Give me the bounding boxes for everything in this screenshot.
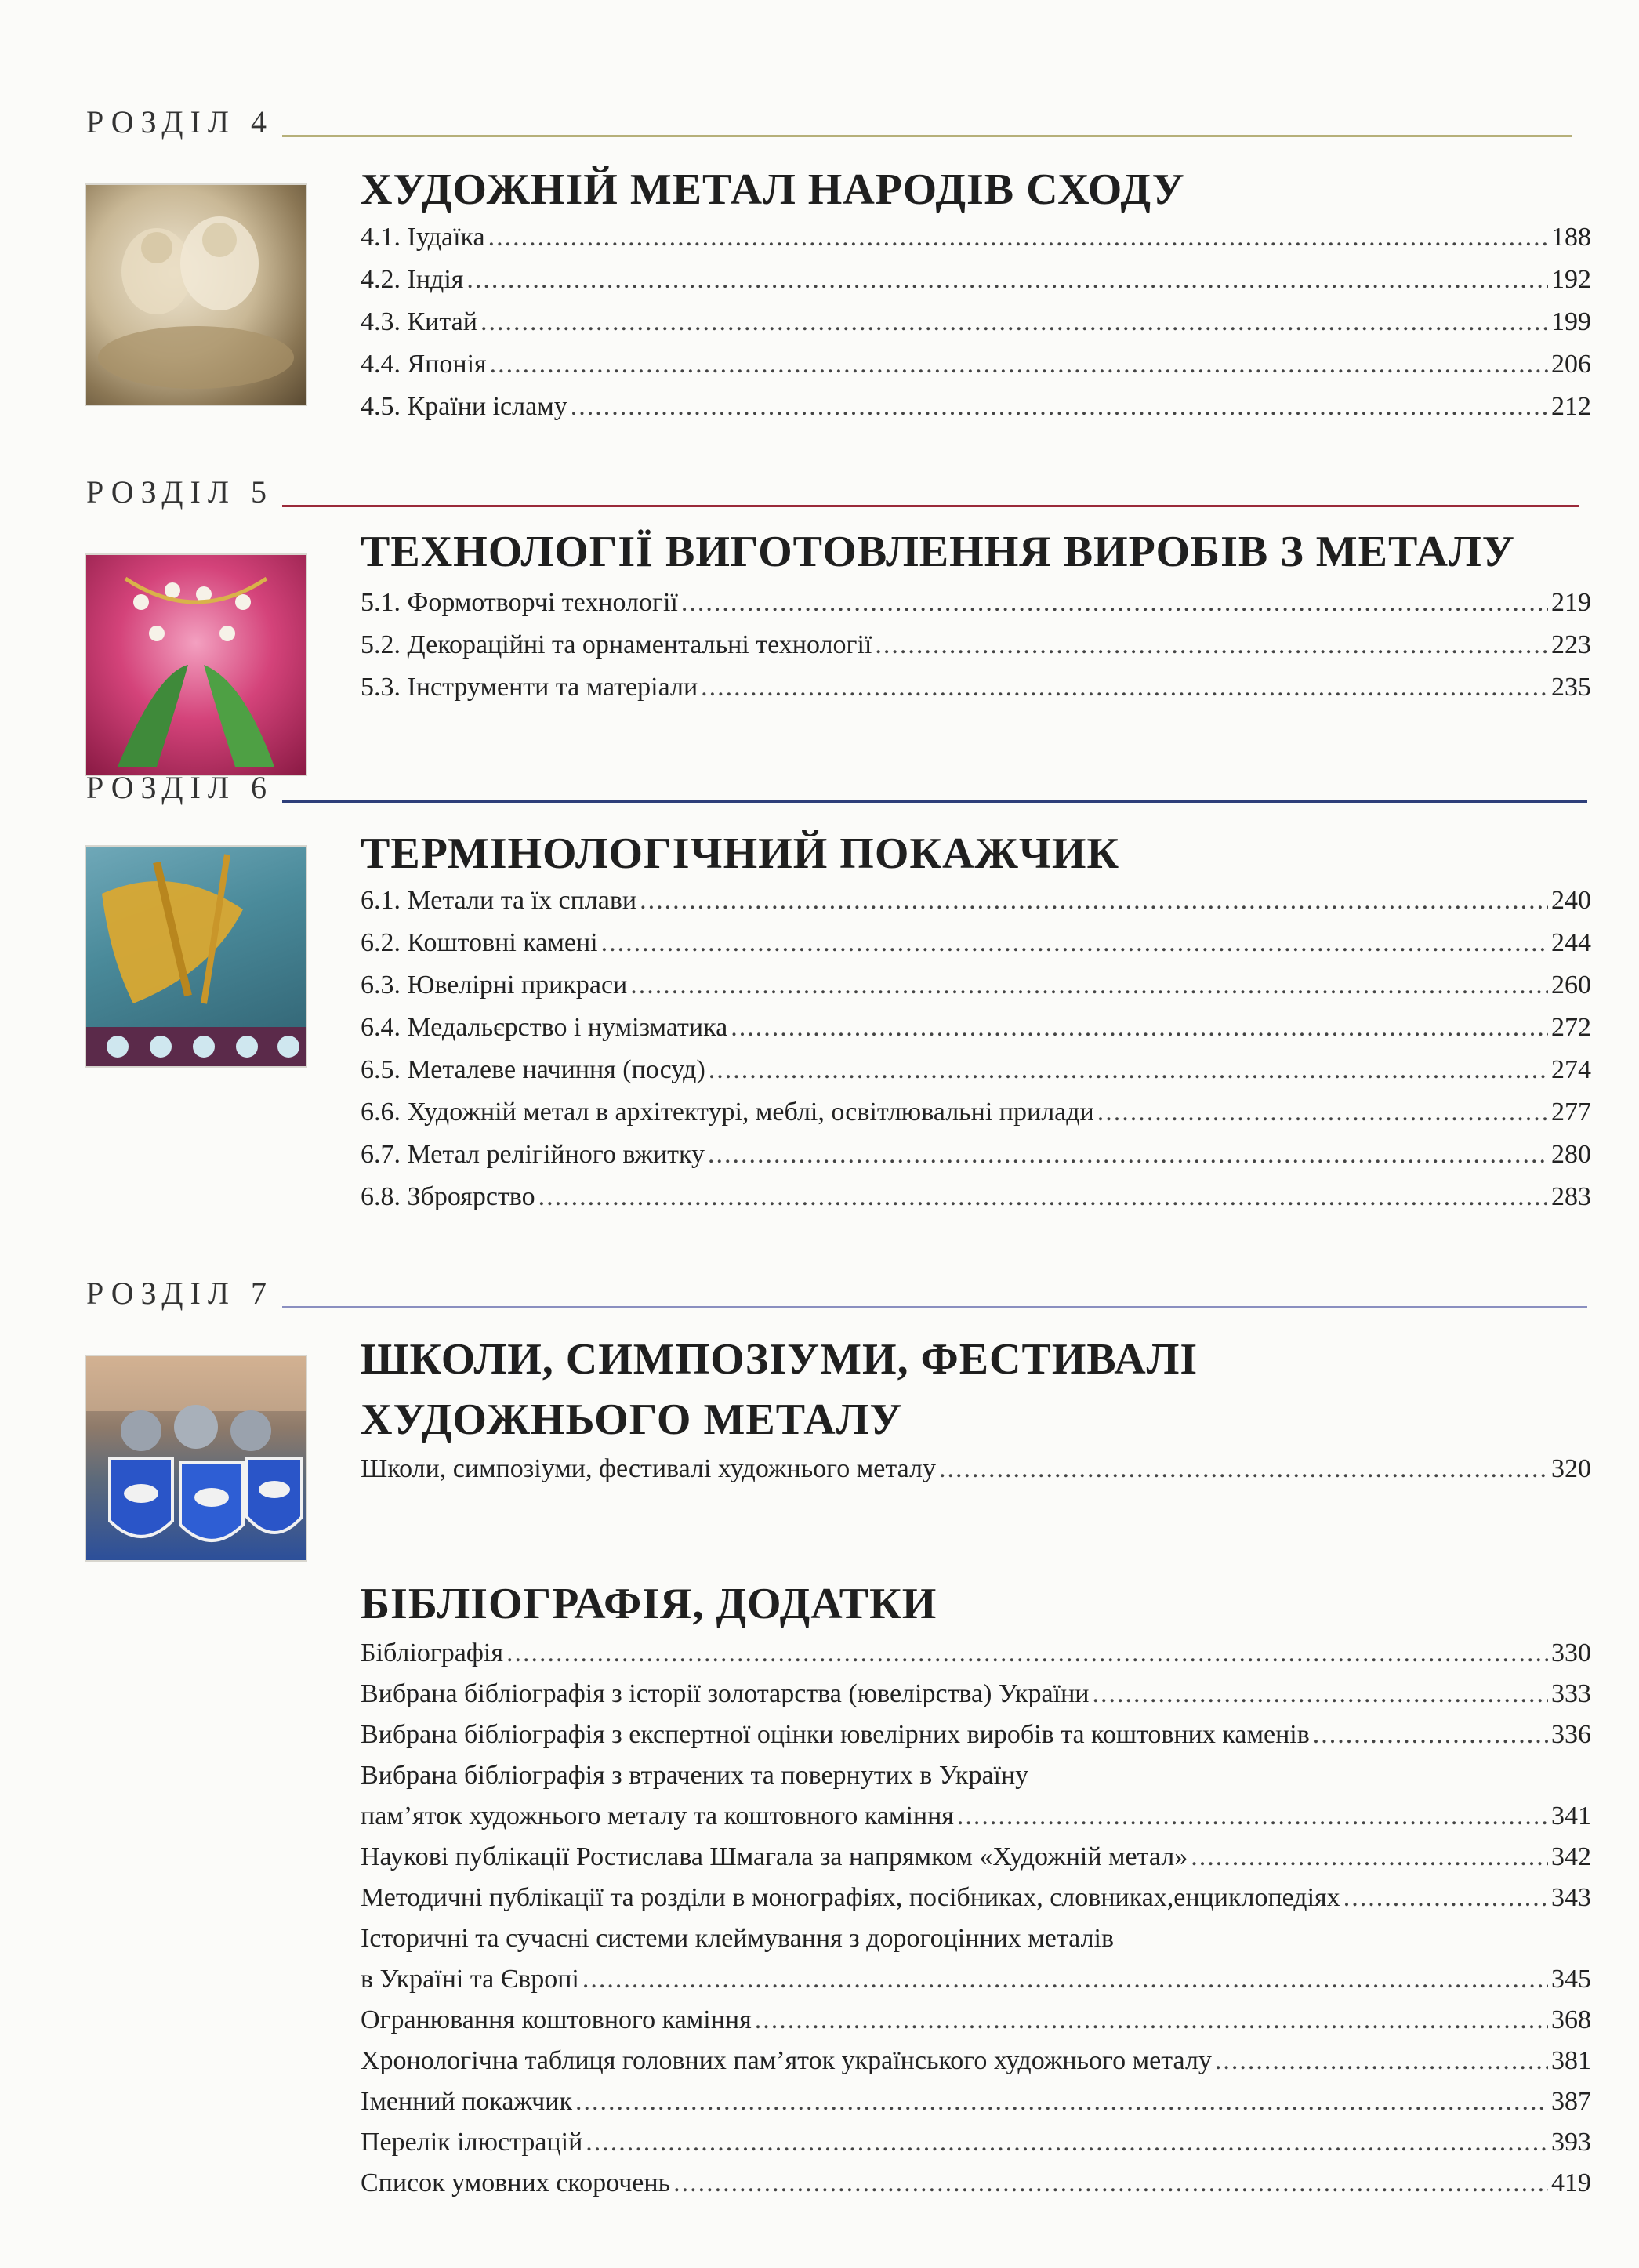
toc-entry[interactable]: [361, 1679, 1591, 1720]
leader-dots: [708, 1140, 1548, 1170]
armored-knights-image: [86, 1356, 306, 1560]
entry-page: 336: [1551, 1720, 1591, 1749]
lily-flowers-icon: [86, 555, 306, 775]
entry-label: 5.1. Формотворчі технології: [361, 588, 678, 617]
entry-page: 272: [1551, 1013, 1591, 1042]
entry-page: 188: [1551, 223, 1591, 252]
section-title-line2: ХУДОЖНЬОГО МЕТАЛУ: [361, 1395, 903, 1444]
leader-dots: [731, 1013, 1548, 1043]
leader-dots: [875, 630, 1548, 660]
section-label: РОЗДІЛ 5: [86, 474, 274, 510]
toc-entry[interactable]: [361, 928, 1591, 971]
entry-page: 419: [1551, 2168, 1591, 2197]
toc-entry[interactable]: [361, 1140, 1591, 1182]
leader-dots: [1191, 1842, 1548, 1872]
entry-page: 381: [1551, 2046, 1591, 2075]
entry-label-continued: пам’яток художнього металу та коштовного каміння: [361, 1802, 954, 1831]
entry-page: 240: [1551, 886, 1591, 915]
toc-entry[interactable]: [361, 588, 1591, 630]
section-rule: [282, 800, 1587, 803]
entry-page: 345: [1551, 1965, 1591, 1994]
entry-label: 6.3. Ювелірні прикраси: [361, 971, 628, 1000]
section-rule: [282, 135, 1572, 137]
section-title: ХУДОЖНІЙ МЕТАЛ НАРОДІВ СХОДУ: [361, 165, 1185, 214]
entry-page: 219: [1551, 588, 1591, 617]
toc-entry[interactable]: [361, 1802, 1591, 1842]
toc-entry[interactable]: [361, 673, 1591, 715]
entry-label: 6.2. Коштовні камені: [361, 928, 598, 957]
toc-entry-line[interactable]: [361, 1924, 1591, 1965]
toc-entry[interactable]: [361, 1013, 1591, 1055]
entry-label: Вибрана бібліографія з втрачених та повернутих в Україну: [361, 1761, 1029, 1790]
leader-dots: [575, 2087, 1548, 2117]
bibliography-title: БІБЛІОГРАФІЯ, ДОДАТКИ: [361, 1580, 937, 1628]
toc-entry[interactable]: [361, 971, 1591, 1013]
toc-entry[interactable]: [361, 2128, 1591, 2168]
section-toc: [361, 223, 1591, 434]
toc-entry[interactable]: [361, 1720, 1591, 1761]
entry-label: Методичні публікації та розділи в монографіях, посібниках, словниках,енциклопедіях: [361, 1883, 1340, 1912]
entry-page: 283: [1551, 1182, 1591, 1211]
entry-label: Наукові публікації Ростислава Шмагала за напрямком «Художній метал»: [361, 1842, 1188, 1871]
jeweled-egg-image: [86, 555, 306, 775]
entry-page: 333: [1551, 1679, 1591, 1708]
entry-label: 6.1. Метали та їх сплави: [361, 886, 637, 915]
leader-dots: [571, 392, 1548, 422]
entry-label: Бібліографія: [361, 1638, 503, 1667]
entry-label: Огранювання коштовного каміння: [361, 2005, 752, 2034]
toc-entry-line[interactable]: [361, 1761, 1591, 1802]
entry-page: 277: [1551, 1098, 1591, 1127]
entry-label: 6.7. Метал релігійного вжитку: [361, 1140, 705, 1169]
entry-page: 320: [1551, 1454, 1591, 1483]
entry-page: 387: [1551, 2087, 1591, 2116]
entry-label: 4.2. Індія: [361, 265, 464, 294]
entry-label: 6.6. Художній метал в архітектурі, меблі, освітлювальні прилади: [361, 1098, 1094, 1127]
gold-ornament-icon: [86, 847, 306, 1066]
entry-label: 4.4. Японія: [361, 350, 487, 379]
entry-page: 330: [1551, 1638, 1591, 1667]
section-toc: [361, 1454, 1591, 1497]
leader-dots: [480, 307, 1548, 337]
section-title: ТЕРМІНОЛОГІЧНИЙ ПОКАЖЧИК: [361, 829, 1120, 878]
leader-dots: [506, 1638, 1548, 1668]
entry-label-continued: в Україні та Європі: [361, 1965, 579, 1994]
entry-label: 5.3. Інструменти та матеріали: [361, 673, 698, 702]
toc-entry[interactable]: [361, 2046, 1591, 2087]
toc-entry[interactable]: [361, 1965, 1591, 2005]
leader-dots: [1313, 1720, 1548, 1750]
entry-page: 206: [1551, 350, 1591, 379]
entry-page: 260: [1551, 971, 1591, 1000]
leader-dots: [538, 1182, 1548, 1212]
leader-dots: [490, 350, 1548, 379]
entry-page: 343: [1551, 1883, 1591, 1912]
entry-page: 393: [1551, 2128, 1591, 2157]
entry-page: 212: [1551, 392, 1591, 421]
section-title-line1: ШКОЛИ, СИМПОЗІУМИ, ФЕСТИВАЛІ: [361, 1335, 1198, 1384]
bibliography-toc: [361, 1638, 1591, 2209]
gold-jewelry-image: [86, 847, 306, 1066]
entry-page: 235: [1551, 673, 1591, 702]
leader-dots: [601, 928, 1548, 958]
leader-dots: [1343, 1883, 1548, 1913]
section-rule: [282, 1306, 1587, 1308]
toc-entry[interactable]: [361, 392, 1591, 434]
entry-page: 341: [1551, 1802, 1591, 1831]
leader-dots: [488, 223, 1548, 252]
entry-label: Хронологічна таблиця головних пам’яток українського художнього металу: [361, 2046, 1212, 2075]
toc-entry[interactable]: [361, 1182, 1591, 1225]
toc-entry[interactable]: [361, 307, 1591, 350]
entry-page: 223: [1551, 630, 1591, 659]
section-toc: [361, 588, 1591, 715]
toc-entry[interactable]: [361, 265, 1591, 307]
section-rule: [282, 505, 1579, 507]
entry-label: Перелік ілюстрацій: [361, 2128, 583, 2157]
entry-page: 280: [1551, 1140, 1591, 1169]
section-label: РОЗДІЛ 7: [86, 1276, 274, 1311]
leader-dots: [957, 1802, 1548, 1831]
toc-entry[interactable]: [361, 1842, 1591, 1883]
toc-entry[interactable]: [361, 1638, 1591, 1679]
section-label: РОЗДІЛ 4: [86, 104, 274, 140]
entry-page: 342: [1551, 1842, 1591, 1871]
section-title: ТЕХНОЛОГІЇ ВИГОТОВЛЕННЯ ВИРОБІВ З МЕТАЛУ: [361, 528, 1515, 576]
entry-page: 199: [1551, 307, 1591, 336]
entry-label: 6.8. Зброярство: [361, 1182, 535, 1211]
knights-shields-icon: [86, 1356, 306, 1560]
leader-dots: [582, 1965, 1548, 1994]
section-toc: [361, 886, 1591, 1225]
toc-entry[interactable]: [361, 223, 1591, 265]
entry-label: Вибрана бібліографія з історії золотарства (ювелірства) України: [361, 1679, 1090, 1708]
entry-page: 192: [1551, 265, 1591, 294]
entry-page: 368: [1551, 2005, 1591, 2034]
leader-dots: [1097, 1098, 1548, 1127]
leader-dots: [701, 673, 1548, 702]
carved-figures-image: [86, 185, 306, 405]
toc-entry[interactable]: [361, 1055, 1591, 1098]
leader-dots: [755, 2005, 1548, 2035]
section-label: РОЗДІЛ 6: [86, 770, 274, 805]
entry-label: 5.2. Декораційні та орнаментальні технології: [361, 630, 872, 659]
carved-figures-icon: [86, 185, 306, 405]
entry-label: Школи, симпозіуми, фестивалі художнього металу: [361, 1454, 937, 1483]
leader-dots: [640, 886, 1548, 916]
entry-label: Іменний покажчик: [361, 2087, 572, 2116]
toc-entry[interactable]: [361, 1883, 1591, 1924]
toc-entry[interactable]: [361, 1098, 1591, 1140]
entry-label: Історичні та сучасні системи клеймування з дорогоцінних металів: [361, 1924, 1115, 1953]
entry-label: 4.1. Іудаїка: [361, 223, 485, 252]
leader-dots: [673, 2168, 1548, 2198]
leader-dots: [1092, 1679, 1548, 1709]
leader-dots: [709, 1055, 1548, 1085]
entry-label: 6.4. Медальєрство і нумізматика: [361, 1013, 728, 1042]
toc-entry[interactable]: [361, 350, 1591, 392]
entry-label: 6.5. Металеве начиння (посуд): [361, 1055, 705, 1084]
entry-page: 274: [1551, 1055, 1591, 1084]
entry-page: 244: [1551, 928, 1591, 957]
toc-entry[interactable]: [361, 1454, 1591, 1497]
toc-entry[interactable]: [361, 2168, 1591, 2209]
leader-dots: [586, 2128, 1548, 2157]
entry-label: Список умовних скорочень: [361, 2168, 671, 2197]
toc-entry[interactable]: [361, 630, 1591, 673]
toc-entry[interactable]: [361, 2087, 1591, 2128]
toc-entry[interactable]: [361, 2005, 1591, 2046]
entry-label: 4.5. Країни ісламу: [361, 392, 567, 421]
leader-dots: [466, 265, 1548, 295]
leader-dots: [1215, 2046, 1548, 2076]
toc-entry[interactable]: [361, 886, 1591, 928]
leader-dots: [939, 1454, 1548, 1484]
leader-dots: [630, 971, 1548, 1000]
entry-label: Вибрана бібліографія з експертної оцінки ювелірних виробів та коштовних каменів: [361, 1720, 1310, 1749]
leader-dots: [681, 588, 1548, 618]
entry-label: 4.3. Китай: [361, 307, 477, 336]
